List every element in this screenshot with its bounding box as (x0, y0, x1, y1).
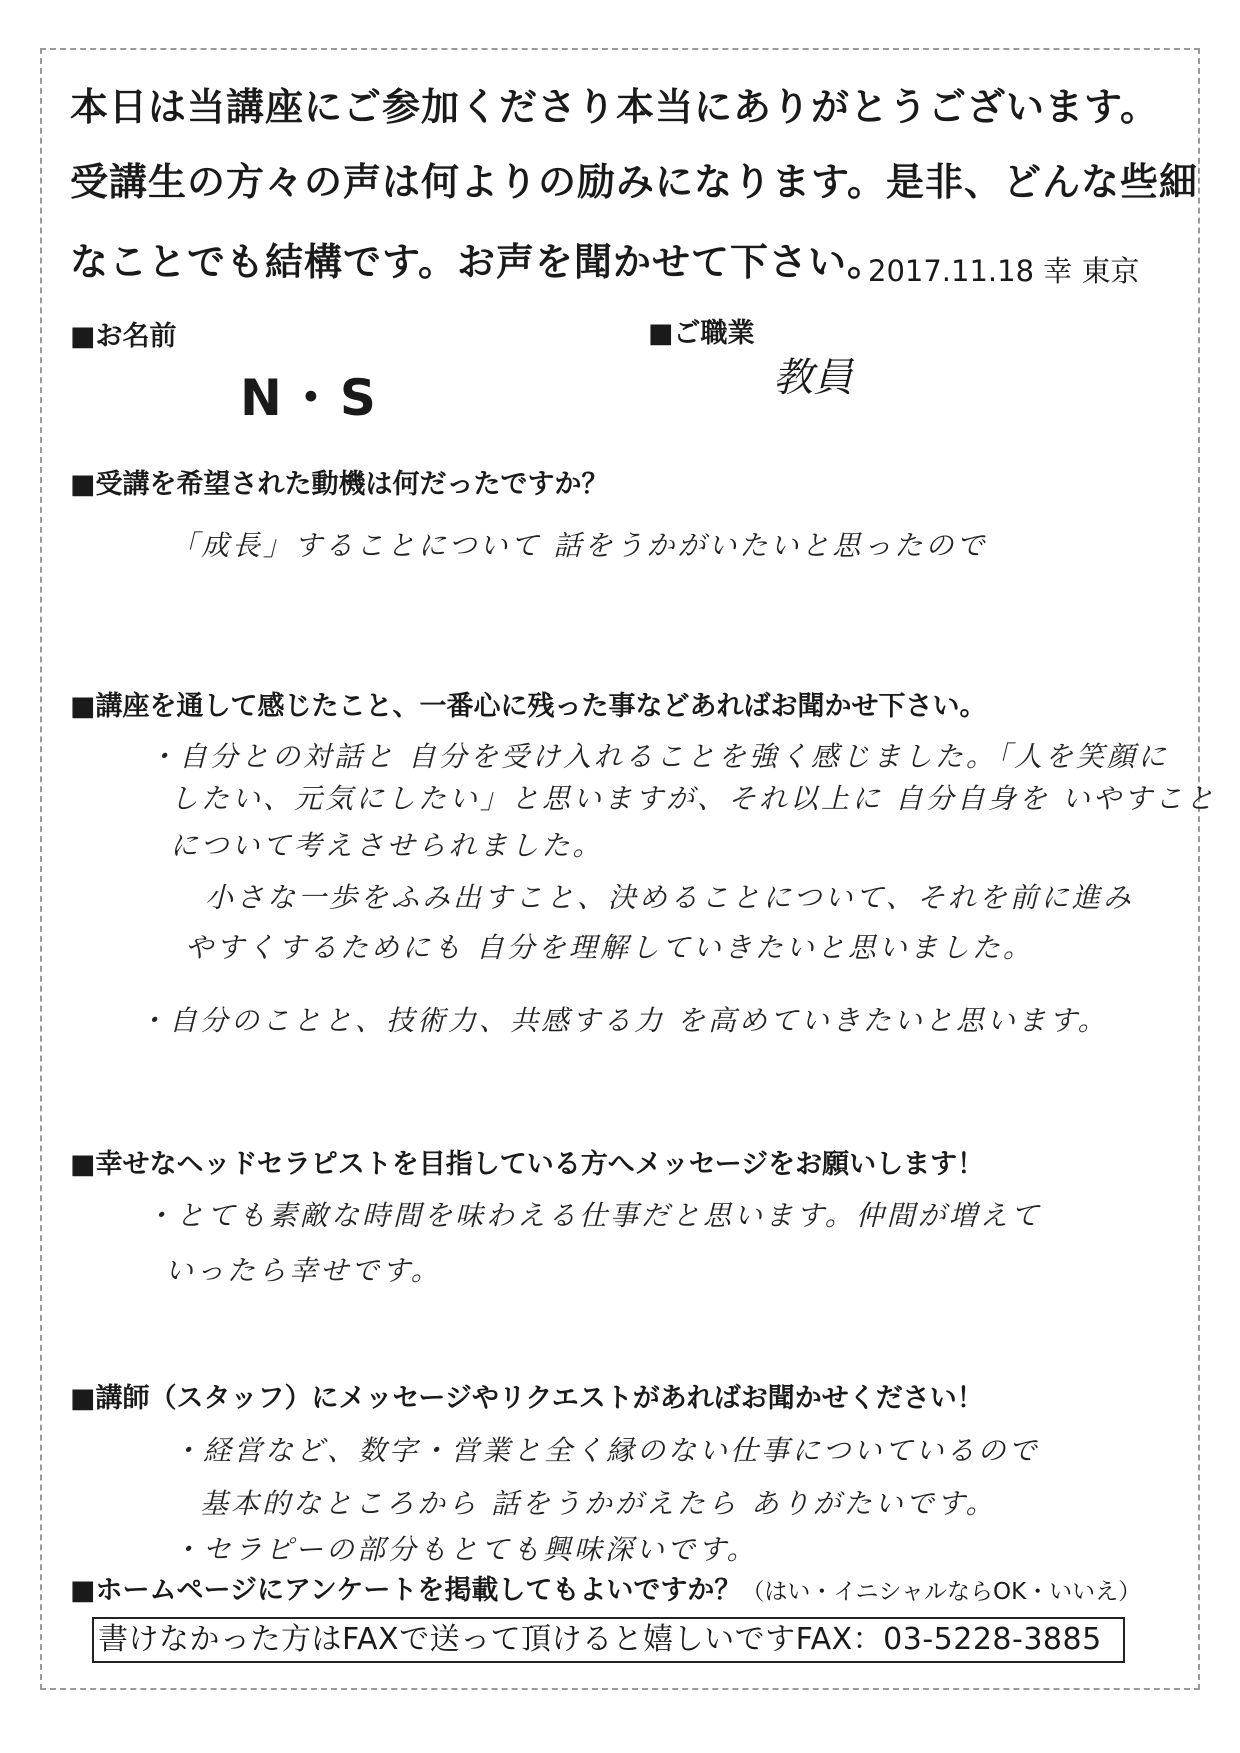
intro-line-3: なことでも結構です。お声を聞かせて下さい。 (70, 240, 886, 284)
q2-answer-line: したい、元気にしたい」と思いますが、それ以上に 自分自身を いやすこと (170, 782, 1217, 815)
q4-answer-line: ・経営など、数字・営業と全く縁のない仕事についているので (172, 1434, 1040, 1467)
q4-label: ■講師（スタッフ）にメッセージやリクエストがあればお聞かせください！ (70, 1383, 984, 1414)
q2-label: ■講座を通して感じたこと、一番心に残った事などあればお聞かせ下さい。 (70, 691, 987, 722)
q4-answer-line: ・セラピーの部分もとても興味深いです。 (172, 1533, 758, 1566)
respondent-name: N・S (240, 369, 380, 427)
q2-answer-line: ・自分のことと、技術力、共感する力 を高めていきたいと思います。 (138, 1004, 1109, 1037)
q2-answer-line: について考えさせられました。 (170, 829, 604, 862)
publish-question (70, 1568, 1141, 1607)
q1-answer-line: 「成長」することについて 話をうかがいたいと思ったので (170, 529, 988, 562)
q2-answer-line: ・自分との対話と 自分を受け入れることを強く感じました。「人を笑顔に (148, 740, 1169, 773)
publish-label: ■ホームページにアンケートを掲載してもよいですか？ (70, 1575, 742, 1606)
intro-line-2: 受講生の方々の声は何よりの励みになります。是非、どんな些細 (70, 160, 1198, 204)
q3-answer-line: ・とても素敵な時間を味わえる仕事だと思います。仲間が増えて (145, 1199, 1042, 1232)
q2-answer-line: やすくするためにも 自分を理解していきたいと思いました。 (185, 931, 1034, 964)
publish-options: （はい・イニシャルならOK・いいえ） (741, 1579, 1142, 1605)
occupation-label: ■ご職業 (648, 318, 755, 349)
survey-date: 2017.11.18 幸 東京 (868, 254, 1140, 288)
intro-line-1: 本日は当講座にご参加くださり本当にありがとうございます。 (70, 85, 1159, 129)
q3-label: ■幸せなヘッドセラピストを目指している方へメッセージをお願いします！ (70, 1149, 985, 1180)
q2-answer-line: 小さな一歩をふみ出すこと、決めることについて、それを前に進み (205, 881, 1134, 914)
fax-notice: 書けなかった方はFAXで送って頂けると嬉しいですFAX：03-5228-3885 (92, 1617, 1125, 1663)
q1-label: ■受講を希望された動機は何だったですか？ (70, 469, 609, 500)
q4-answer-line: 基本的なところから 話をうかがえたら ありがたいです。 (200, 1487, 997, 1520)
occupation-value: 教員 (773, 355, 853, 401)
q3-answer-line: いったら幸せです。 (165, 1254, 442, 1287)
name-label: ■お名前 (70, 321, 177, 352)
